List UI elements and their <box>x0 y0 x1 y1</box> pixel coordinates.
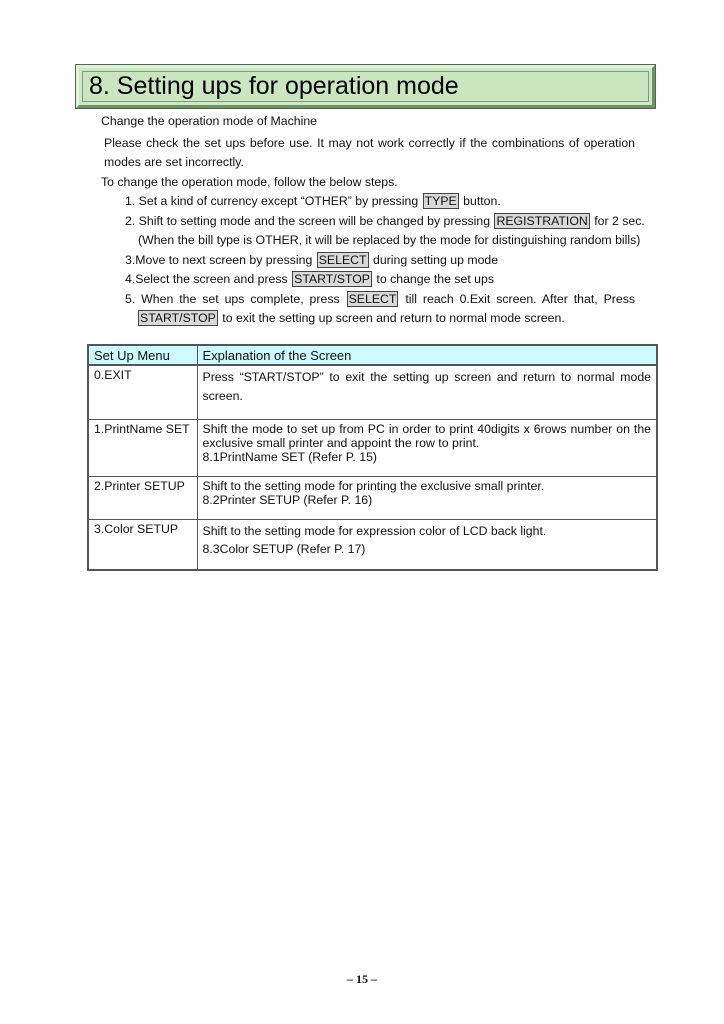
explanation-line: Press “START/STOP” to exit the setting up screen and return to normal mode <box>202 370 651 384</box>
step-1 <box>125 193 501 209</box>
menu-column-header: Set Up Menu <box>88 345 197 365</box>
step-2-text: 2. Shift to setting mode and the screen will be changed by pressing <box>125 214 491 228</box>
explanation-reference: 8.1PrintName SET (Refer P. 15) <box>202 449 378 464</box>
section-title-banner <box>76 65 655 108</box>
page-number: – 15 – <box>347 972 377 986</box>
setup-menu-table <box>87 344 658 571</box>
step-5-continued <box>137 310 565 326</box>
start-stop-key-label: START/STOP <box>294 272 370 286</box>
explanation-reference: 8.2Printer SETUP (Refer P. 16) <box>202 492 373 507</box>
intro-heading: Change the operation mode of Machine <box>101 114 318 128</box>
step-2-text-end: for 2 sec. <box>594 214 645 228</box>
step-3-text: 3.Move to next screen by pressing <box>125 253 313 267</box>
explanation-line: exclusive small printer and appoint the row to print. <box>202 435 480 450</box>
explanation-cell <box>197 519 657 570</box>
step-1-text-end: button. <box>463 194 501 208</box>
intro-note-line2: modes are set incorrectly. <box>104 155 244 169</box>
explanation-column-header: Explanation of the Screen <box>197 345 657 365</box>
menu-cell: 3.Color SETUP <box>88 519 197 570</box>
explanation-line: Shift the mode to set up from PC in order to print 40digits x 6rows number on the <box>202 421 651 436</box>
explanation-line: Shift to the setting mode for printing the exclusive small printer. <box>202 478 545 493</box>
select-key-label-2: SELECT <box>348 292 397 306</box>
table-row <box>88 519 657 570</box>
menu-cell: 2.Printer SETUP <box>88 476 197 519</box>
menu-cell: 0.EXIT <box>88 365 197 419</box>
explanation-line: Shift to the setting mode for expression color of LCD back light. <box>202 523 547 538</box>
explanation-cell <box>197 419 657 476</box>
explanation-reference: 8.3Color SETUP (Refer P. 17) <box>202 541 366 556</box>
menu-cell: 1.PrintName SET <box>88 419 197 476</box>
explanation-line: screen. <box>202 389 243 403</box>
explanation-cell <box>197 476 657 519</box>
step-3 <box>125 252 498 268</box>
type-key-label: TYPE <box>424 194 457 208</box>
table-header-row <box>88 345 657 365</box>
step-4-text-end: to change the set ups <box>376 272 494 286</box>
step-5-text: 5. When the set ups complete, press <box>125 292 340 306</box>
select-key-label: SELECT <box>318 253 367 267</box>
registration-key-label: REGISTRATION <box>496 214 588 228</box>
intro-note-line1: Please check the set ups before use. It may not work correctly if the combinations of operation <box>104 136 635 150</box>
table-row <box>88 419 657 476</box>
step-4-text: 4.Select the screen and press <box>125 272 288 286</box>
step-5-text-mid: till reach 0.Exit screen. After that, Press <box>405 292 636 306</box>
section-title: 8. Setting ups for operation mode <box>89 72 459 100</box>
step-5 <box>125 291 635 307</box>
step-2-note: (When the bill type is OTHER, it will be replaced by the mode for distinguishing random bills) <box>138 233 641 247</box>
table-row <box>88 476 657 519</box>
table-row <box>88 365 657 419</box>
step-4 <box>125 271 494 287</box>
steps-intro: To change the operation mode, follow the below steps. <box>101 175 398 189</box>
step-1-text: 1. Set a kind of currency except “OTHER” by pressing <box>125 194 419 208</box>
step-3-text-end: during setting up mode <box>372 253 499 267</box>
explanation-cell <box>197 365 657 419</box>
step-5-text-end: to exit the setting up screen and return to normal mode screen. <box>222 311 565 325</box>
step-2 <box>125 213 645 229</box>
start-stop-key-label-2: START/STOP <box>140 311 216 325</box>
